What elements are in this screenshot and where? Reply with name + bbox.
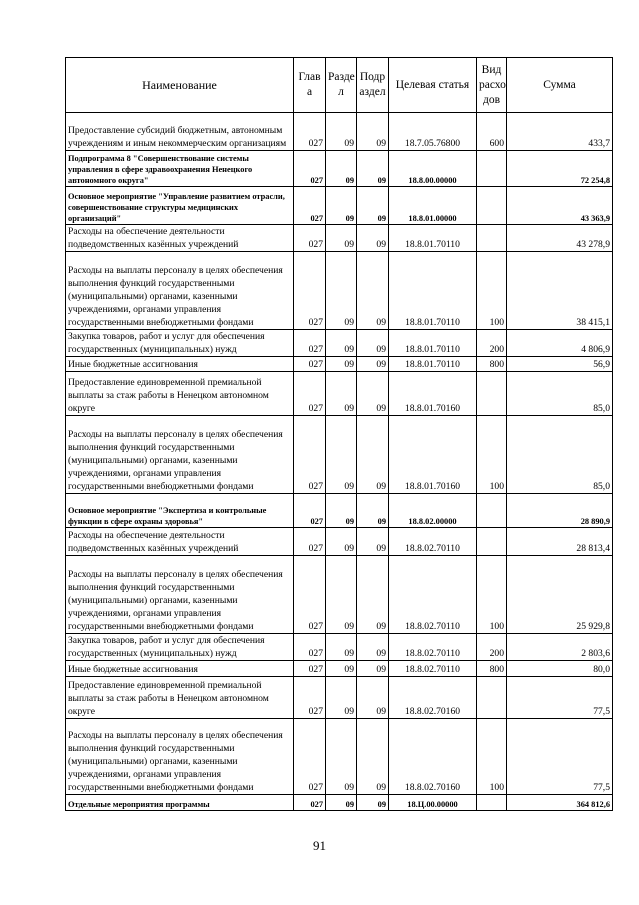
cell-summa: 4 806,9 [507, 330, 613, 357]
cell-podrazdel: 09 [357, 357, 389, 372]
cell-tselevaya-statya: 18.8.01.70160 [389, 372, 477, 416]
cell-vid-rashodov [477, 677, 507, 719]
cell-tselevaya-statya: 18.8.01.70110 [389, 252, 477, 330]
cell-razdel: 09 [326, 372, 357, 416]
cell-summa: 38 415,1 [507, 252, 613, 330]
cell-tselevaya-statya: 18.8.02.70110 [389, 556, 477, 634]
cell-name: Иные бюджетные ассигнования [66, 661, 294, 677]
table-row [66, 113, 613, 151]
table-row [66, 556, 613, 634]
cell-glava: 027 [294, 795, 326, 811]
table-row [66, 677, 613, 719]
cell-vid-rashodov: 100 [477, 556, 507, 634]
cell-vid-rashodov [477, 494, 507, 528]
cell-tselevaya-statya: 18.8.01.70160 [389, 416, 477, 494]
cell-tselevaya-statya: 18.8.02.00000 [389, 494, 477, 528]
cell-name: Расходы на выплаты персоналу в целях обеспечения выполнения функций государственными (муниципальными) органами, казенными учреждениями, органами управления государственными внебюджетными фондами [66, 556, 294, 634]
cell-podrazdel: 09 [357, 225, 389, 252]
cell-podrazdel: 09 [357, 634, 389, 661]
table-row [66, 372, 613, 416]
cell-glava: 027 [294, 187, 326, 225]
header-vid-rashodov: Вид расхо дов [477, 58, 507, 113]
cell-glava: 027 [294, 416, 326, 494]
cell-tselevaya-statya: 18.8.02.70160 [389, 719, 477, 795]
cell-name: Предоставление единовременной премиальной выплаты за стаж работы в Ненецком автономном округе [66, 677, 294, 719]
table-row [66, 330, 613, 357]
page-number: 91 [313, 838, 326, 853]
cell-glava: 027 [294, 528, 326, 556]
budget-table [65, 57, 613, 811]
cell-podrazdel: 09 [357, 252, 389, 330]
cell-glava: 027 [294, 556, 326, 634]
cell-name: Расходы на обеспечение деятельности подведомственных казённых учреждений [66, 225, 294, 252]
cell-razdel: 09 [326, 113, 357, 151]
cell-podrazdel: 09 [357, 528, 389, 556]
cell-razdel: 09 [326, 556, 357, 634]
table-row [66, 187, 613, 225]
cell-tselevaya-statya: 18.8.02.70160 [389, 677, 477, 719]
cell-summa: 364 812,6 [507, 795, 613, 811]
cell-podrazdel: 09 [357, 187, 389, 225]
cell-tselevaya-statya: 18.8.02.70110 [389, 528, 477, 556]
cell-vid-rashodov: 100 [477, 252, 507, 330]
cell-tselevaya-statya: 18.8.01.70110 [389, 225, 477, 252]
cell-razdel: 09 [326, 494, 357, 528]
cell-summa: 85,0 [507, 372, 613, 416]
cell-podrazdel: 09 [357, 677, 389, 719]
cell-razdel: 09 [326, 677, 357, 719]
cell-podrazdel: 09 [357, 719, 389, 795]
cell-tselevaya-statya: 18.8.02.70110 [389, 661, 477, 677]
cell-tselevaya-statya: 18.7.05.76800 [389, 113, 477, 151]
cell-vid-rashodov: 200 [477, 634, 507, 661]
cell-name: Предоставление субсидий бюджетным, автономным учреждениям и иным некоммерческим организациям [66, 113, 294, 151]
cell-razdel: 09 [326, 187, 357, 225]
table-row [66, 151, 613, 187]
cell-tselevaya-statya: 18.8.00.00000 [389, 151, 477, 187]
cell-razdel: 09 [326, 151, 357, 187]
cell-name: Закупка товаров, работ и услуг для обеспечения государственных (муниципальных) нужд [66, 634, 294, 661]
cell-razdel: 09 [326, 252, 357, 330]
cell-name: Иные бюджетные ассигнования [66, 357, 294, 372]
cell-glava: 027 [294, 113, 326, 151]
cell-vid-rashodov [477, 225, 507, 252]
cell-summa: 85,0 [507, 416, 613, 494]
header-summa: Сумма [507, 58, 613, 113]
cell-podrazdel: 09 [357, 416, 389, 494]
cell-summa: 72 254,8 [507, 151, 613, 187]
header-glava: Глав а [294, 58, 326, 113]
cell-glava: 027 [294, 372, 326, 416]
cell-summa: 43 278,9 [507, 225, 613, 252]
table-row [66, 528, 613, 556]
cell-tselevaya-statya: 18.Ц.00.00000 [389, 795, 477, 811]
cell-glava: 027 [294, 634, 326, 661]
cell-name: Расходы на обеспечение деятельности подведомственных казённых учреждений [66, 528, 294, 556]
cell-summa: 28 890,9 [507, 494, 613, 528]
cell-vid-rashodov: 100 [477, 719, 507, 795]
cell-razdel: 09 [326, 330, 357, 357]
cell-tselevaya-statya: 18.8.01.70110 [389, 330, 477, 357]
cell-vid-rashodov: 800 [477, 661, 507, 677]
cell-razdel: 09 [326, 795, 357, 811]
cell-podrazdel: 09 [357, 661, 389, 677]
cell-name: Закупка товаров, работ и услуг для обеспечения государственных (муниципальных) нужд [66, 330, 294, 357]
header-razdel: Разде л [326, 58, 357, 113]
cell-name: Расходы на выплаты персоналу в целях обеспечения выполнения функций государственными (муниципальными) органами, казенными учреждениями, органами управления государственными внебюджетными фондами [66, 719, 294, 795]
cell-podrazdel: 09 [357, 372, 389, 416]
table-row [66, 357, 613, 372]
header-podrazdel: Подр аздел [357, 58, 389, 113]
cell-tselevaya-statya: 18.8.01.70110 [389, 357, 477, 372]
cell-summa: 56,9 [507, 357, 613, 372]
cell-tselevaya-statya: 18.8.02.70110 [389, 634, 477, 661]
cell-name: Подпрограмма 8 "Совершенствование системы управления в сфере здравоохранения Ненецкого автономного округа" [66, 151, 294, 187]
cell-vid-rashodov [477, 187, 507, 225]
cell-razdel: 09 [326, 634, 357, 661]
cell-glava: 027 [294, 494, 326, 528]
cell-summa: 77,5 [507, 677, 613, 719]
table-row [66, 252, 613, 330]
cell-name: Отдельные мероприятия программы [66, 795, 294, 811]
cell-glava: 027 [294, 330, 326, 357]
cell-razdel: 09 [326, 416, 357, 494]
cell-name: Расходы на выплаты персоналу в целях обеспечения выполнения функций государственными (муниципальными) органами, казенными учреждениями, органами управления государственными внебюджетными фондами [66, 416, 294, 494]
cell-glava: 027 [294, 677, 326, 719]
cell-vid-rashodov [477, 151, 507, 187]
cell-summa: 2 803,6 [507, 634, 613, 661]
table-row [66, 225, 613, 252]
header-tselevaya-statya: Целевая статья [389, 58, 477, 113]
table-row [66, 494, 613, 528]
cell-tselevaya-statya: 18.8.01.00000 [389, 187, 477, 225]
cell-name: Расходы на выплаты персоналу в целях обеспечения выполнения функций государственными (муниципальными) органами, казенными учреждениями, органами управления государственными внебюджетными фондами [66, 252, 294, 330]
table-row [66, 795, 613, 811]
cell-summa: 77,5 [507, 719, 613, 795]
cell-vid-rashodov: 600 [477, 113, 507, 151]
cell-podrazdel: 09 [357, 151, 389, 187]
table-row [66, 634, 613, 661]
cell-razdel: 09 [326, 357, 357, 372]
cell-glava: 027 [294, 661, 326, 677]
table-row [66, 661, 613, 677]
cell-glava: 027 [294, 357, 326, 372]
cell-glava: 027 [294, 719, 326, 795]
cell-vid-rashodov: 100 [477, 416, 507, 494]
header-row [66, 58, 613, 113]
cell-vid-rashodov [477, 528, 507, 556]
cell-summa: 43 363,9 [507, 187, 613, 225]
table-body [66, 113, 613, 811]
cell-razdel: 09 [326, 528, 357, 556]
cell-summa: 28 813,4 [507, 528, 613, 556]
cell-vid-rashodov [477, 372, 507, 416]
cell-name: Предоставление единовременной премиальной выплаты за стаж работы в Ненецком автономном округе [66, 372, 294, 416]
cell-podrazdel: 09 [357, 113, 389, 151]
table-row [66, 416, 613, 494]
cell-podrazdel: 09 [357, 494, 389, 528]
cell-name: Основное мероприятие "Управление развитием отрасли, совершенствование структуры медицинских организаций" [66, 187, 294, 225]
cell-name: Основное мероприятие "Экспертиза и контрольные функции в сфере охраны здоровья" [66, 494, 294, 528]
cell-vid-rashodov: 200 [477, 330, 507, 357]
cell-summa: 25 929,8 [507, 556, 613, 634]
cell-razdel: 09 [326, 719, 357, 795]
cell-summa: 433,7 [507, 113, 613, 151]
cell-podrazdel: 09 [357, 556, 389, 634]
cell-glava: 027 [294, 252, 326, 330]
cell-summa: 80,0 [507, 661, 613, 677]
cell-razdel: 09 [326, 661, 357, 677]
header-name: Наименование [66, 58, 294, 113]
table-row [66, 719, 613, 795]
cell-glava: 027 [294, 151, 326, 187]
cell-vid-rashodov: 800 [477, 357, 507, 372]
cell-podrazdel: 09 [357, 330, 389, 357]
cell-vid-rashodov [477, 795, 507, 811]
cell-glava: 027 [294, 225, 326, 252]
cell-razdel: 09 [326, 225, 357, 252]
cell-podrazdel: 09 [357, 795, 389, 811]
